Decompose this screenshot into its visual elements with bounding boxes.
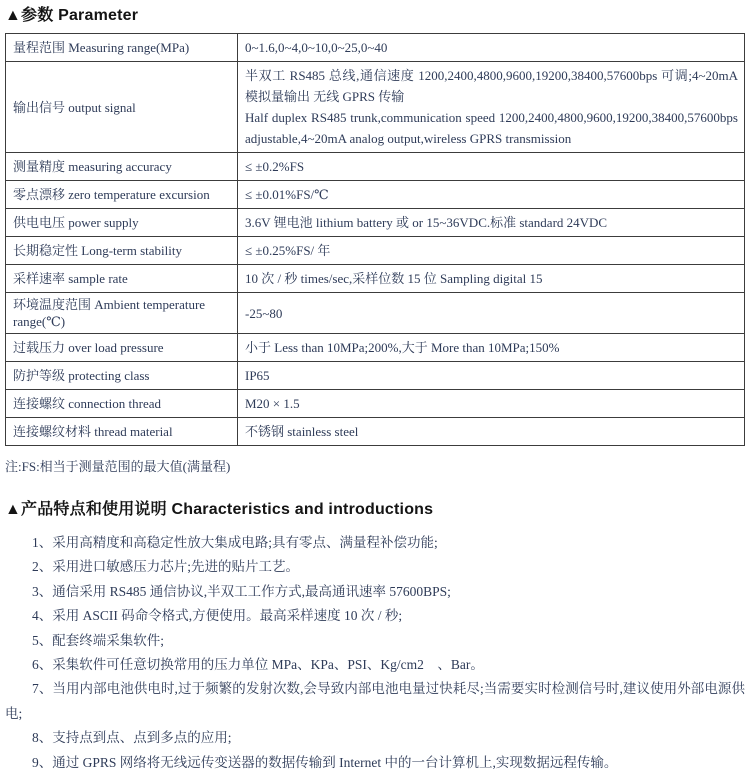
param-value: 不锈钢 stainless steel [238, 418, 745, 446]
feature-item: 6、采集软件可任意切换常用的压力单位 MPa、KPa、PSI、Kg/cm2 、Bar。 [32, 657, 484, 673]
feature-item: 3、通信采用 RS485 通信协议,半双工工作方式,最高通讯速率 57600BPS; [32, 583, 451, 599]
param-value: -25~80 [238, 293, 745, 334]
param-value: ≤ ±0.25%FS/ 年 [238, 237, 745, 265]
param-label: 量程范围 Measuring range(MPa) [6, 34, 238, 62]
table-row [6, 265, 745, 293]
table-row [6, 181, 745, 209]
param-label: 测量精度 measuring accuracy [6, 153, 238, 181]
param-value-en: Half duplex RS485 trunk,communication speed 1200,2400,4800,9600,19200,38400,57600bps adjustable,4~20mA analog output,wireless GPRS transmission [245, 110, 738, 146]
param-label: 连接螺纹材料 thread material [6, 418, 238, 446]
table-row [6, 362, 745, 390]
feature-item: 8、支持点到点、点到多点的应用; [32, 730, 232, 746]
param-value: ≤ ±0.2%FS [238, 153, 745, 181]
table-row [6, 237, 745, 265]
features-list [5, 531, 745, 775]
feature-item: 5、配套终端采集软件; [32, 632, 165, 648]
section-title-characteristics: ▲产品特点和使用说明 Characteristics and introductions [5, 501, 434, 518]
param-value: 0~1.6,0~4,0~10,0~25,0~40 [238, 34, 745, 62]
param-label: 零点漂移 zero temperature excursion [6, 181, 238, 209]
param-label: 连接螺纹 connection thread [6, 390, 238, 418]
param-label: 长期稳定性 Long-term stability [6, 237, 238, 265]
param-value [238, 62, 745, 153]
param-value: ≤ ±0.01%FS/℃ [238, 181, 745, 209]
param-label: 环境温度范围 Ambient temperature range(℃) [6, 293, 238, 334]
param-label: 防护等级 protecting class [6, 362, 238, 390]
param-value: M20 × 1.5 [238, 390, 745, 418]
feature-item: 4、采用 ASCII 码命令格式,方便使用。最高采样速度 10 次 / 秒; [32, 608, 403, 624]
param-value-zh: 半双工 RS485 总线,通信速度 1200,2400,4800,9600,19200,38400,57600bps 可调;4~20mA 模拟量输出 无线 GPRS 传输 [245, 68, 738, 104]
feature-item: 7、当用内部电池供电时,过于频繁的发射次数,会导致内部电池电量过快耗尽;当需要实时检测信号时,建议使用外部电源供电; [5, 681, 745, 721]
param-value: 10 次 / 秒 times/sec,采样位数 15 位 Sampling digital 15 [238, 265, 745, 293]
parameter-table [5, 33, 745, 446]
feature-item: 9、通过 GPRS 网络将无线远传变送器的数据传输到 Internet 中的一台计算机上,实现数据远程传输。 [32, 754, 618, 770]
param-label: 输出信号 output signal [6, 62, 238, 153]
table-row [6, 62, 745, 153]
table-row [6, 153, 745, 181]
table-row [6, 34, 745, 62]
param-label: 供电电压 power supply [6, 209, 238, 237]
param-label: 过载压力 over load pressure [6, 334, 238, 362]
table-row [6, 334, 745, 362]
param-value: 小于 Less than 10MPa;200%,大于 More than 10MPa;150% [238, 334, 745, 362]
table-row [6, 390, 745, 418]
table-row [6, 293, 745, 334]
param-value: 3.6V 锂电池 lithium battery 或 or 15~36VDC.标准 standard 24VDC [238, 209, 745, 237]
feature-item: 2、采用进口敏感压力芯片;先进的贴片工艺。 [32, 559, 300, 575]
param-value: IP65 [238, 362, 745, 390]
fs-note: 注:FS:相当于测量范围的最大值(满量程) [5, 459, 231, 474]
section-title-parameter: ▲参数 Parameter [5, 7, 139, 24]
feature-item: 1、采用高精度和高稳定性放大集成电路;具有零点、满量程补偿功能; [32, 535, 438, 550]
table-row [6, 418, 745, 446]
table-row [6, 209, 745, 237]
param-label: 采样速率 sample rate [6, 265, 238, 293]
